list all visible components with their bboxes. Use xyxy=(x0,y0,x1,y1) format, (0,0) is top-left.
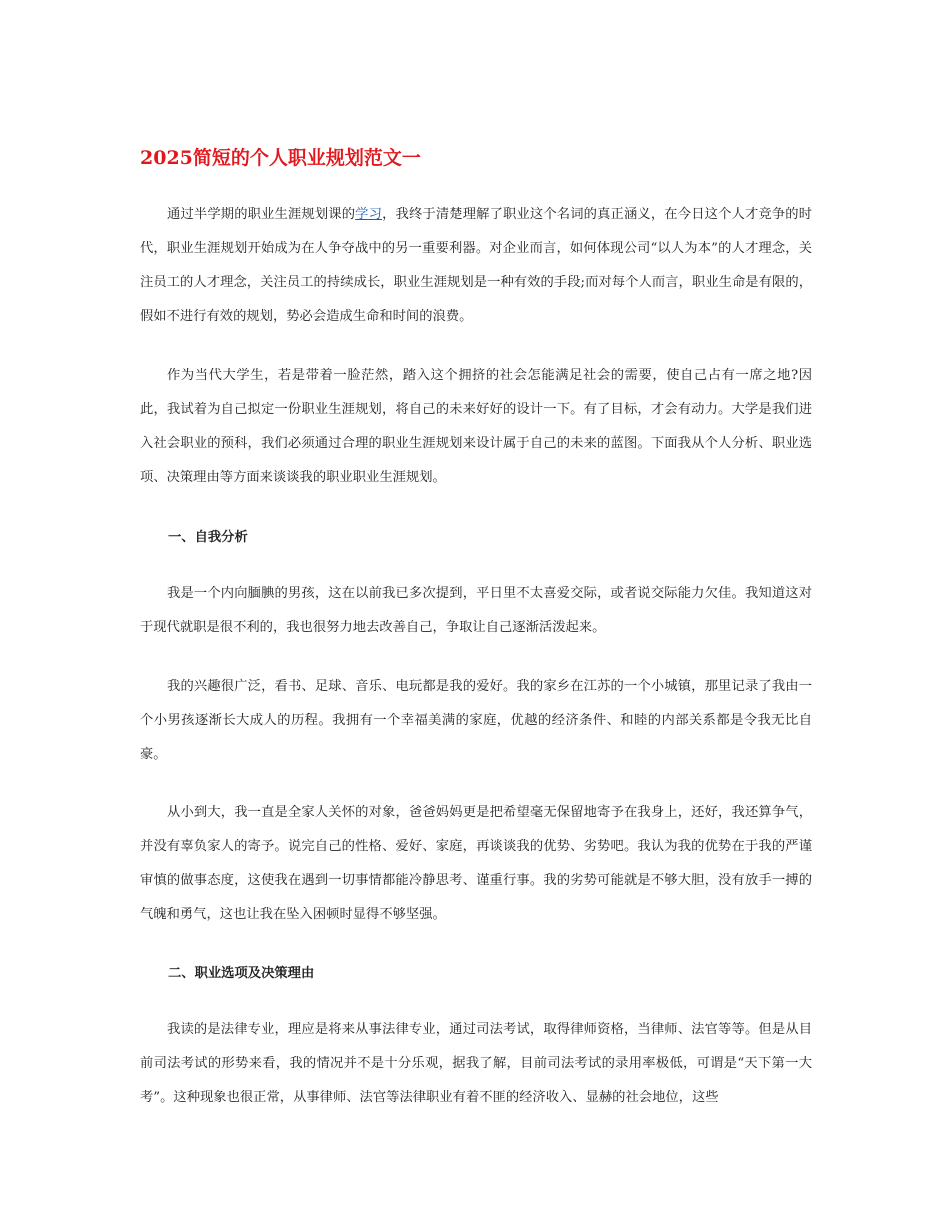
paragraph-law-major: 我读的是法律专业，理应是将来从事法律专业，通过司法考试，取得律师资格，当律师、法官等等。但是从目前司法考试的形势来看，我的情况并不是十分乐观，据我了解，目前司法考试的录用率极低，可谓是“天下第一大考”。这种现象也很正常，从事律师、法官等法律职业有着不匪的经济收入、显赫的社会地位，这些 xyxy=(140,1022,812,1105)
paragraph-intro xyxy=(140,198,812,334)
document-title: 2025简短的个人职业规划范文一 xyxy=(140,147,421,169)
paragraph-personality: 我是一个内向腼腆的男孩，这在以前我已多次提到，平日里不太喜爱交际，或者说交际能力欠佳。我知道这对于现代就职是很不利的，我也很努力地去改善自己，争取让自己逐渐活泼起来。 xyxy=(140,586,812,635)
section-heading-career-choice: 二、职业选项及决策理由 xyxy=(168,966,315,981)
paragraph-intro-rest: ，我终于清楚理解了职业这个名词的真正涵义，在今日这个人才竞争的时代，职业生涯规划开始成为在人争夺战中的另一重要利器。对企业而言，如何体现公司“以人为本”的人才理念，关注员工的人才理念，关注员工的持续成长，职业生涯规划是一种有效的手段;而对每个人而言，职业生命是有限的，假如不进行有效的规划，势必会造成生命和时间的浪费。 xyxy=(140,207,813,324)
paragraph-interests: 我的兴趣很广泛，看书、足球、音乐、电玩都是我的爱好。我的家乡在江苏的一个小城镇，那里记录了我由一个小男孩逐渐长大成人的历程。我拥有一个幸福美满的家庭，优越的经济条件、和睦的内部关系都是令我无比自豪。 xyxy=(140,679,812,762)
paragraph-intro-lead: 通过半学期的职业生涯规划课的 xyxy=(167,207,356,222)
paragraph-purpose: 作为当代大学生，若是带着一脸茫然，踏入这个拥挤的社会怎能满足社会的需要，使自己占有一席之地?因此，我试着为自己拟定一份职业生涯规划，将自己的未来好好的设计一下。有了目标，才会有动力。大学是我们进入社会职业的预科，我们必须通过合理的职业生涯规划来设计属于自己的未来的蓝图。下面我从个人分析、职业选项、决策理由等方面来谈谈我的职业职业生涯规划。 xyxy=(140,368,812,485)
paragraph-strengths: 从小到大，我一直是全家人关怀的对象，爸爸妈妈更是把希望毫无保留地寄予在我身上，还好，我还算争气，并没有辜负家人的寄予。说完自己的性格、爱好、家庭，再谈谈我的优势、劣势吧。我认为我的优势在于我的严谨审慎的做事态度，这使我在遇到一切事情都能冷静思考、谨重行事。我的劣势可能就是不够大胆，没有放手一搏的气魄和勇气，这也让我在坠入困顿时显得不够坚强。 xyxy=(140,805,812,922)
study-link[interactable]: 学习 xyxy=(355,207,383,222)
section-heading-self-analysis: 一、自我分析 xyxy=(168,530,248,545)
